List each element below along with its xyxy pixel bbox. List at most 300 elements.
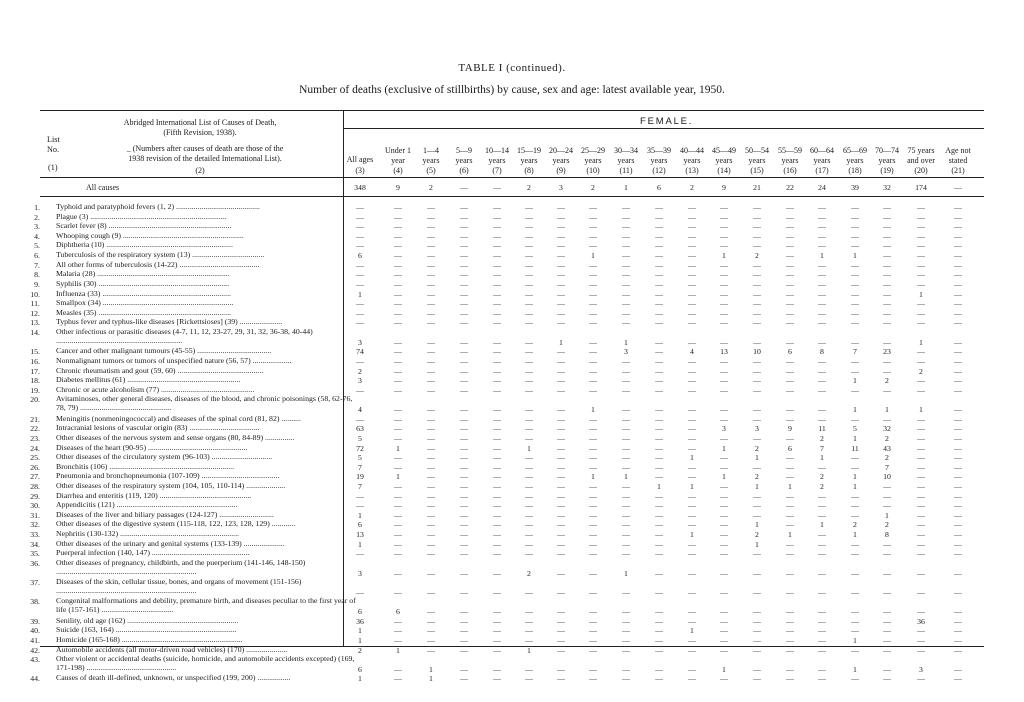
row-value: — (917, 674, 925, 684)
row-value: — (883, 501, 891, 511)
row-value: — (720, 491, 728, 501)
row-value: — (493, 481, 501, 491)
row-number: 10. (30, 289, 40, 299)
row-value: — (493, 260, 501, 270)
row-value: — (460, 222, 468, 232)
row-value: — (753, 337, 761, 347)
row-value: — (356, 549, 364, 559)
row-value: — (818, 616, 826, 626)
row-value: — (622, 616, 630, 626)
row-value: — (394, 405, 402, 415)
row-value: — (655, 414, 663, 424)
row-value: — (688, 587, 696, 597)
row-value: — (557, 376, 565, 386)
row-value: — (818, 356, 826, 366)
row-value: — (589, 279, 597, 289)
row-value: 2 (755, 251, 759, 261)
row-value: — (525, 289, 533, 299)
row-number: 35. (30, 549, 40, 559)
row-value: 7 (358, 462, 362, 472)
row-value: 72 (356, 443, 364, 453)
row-value: — (557, 645, 565, 655)
row-value: — (557, 626, 565, 636)
row-number: 14. (30, 328, 40, 338)
column-header-15: 50—54 years (745, 146, 769, 165)
row-value: — (786, 539, 794, 549)
row-value: — (655, 270, 663, 280)
row-value: — (493, 568, 501, 578)
row-value: — (622, 491, 630, 501)
row-value: — (622, 462, 630, 472)
row-value: — (493, 472, 501, 482)
row-value: — (493, 414, 501, 424)
row-value: — (493, 356, 501, 366)
row-value: — (688, 289, 696, 299)
row-value: — (493, 308, 501, 318)
row-value: — (720, 635, 728, 645)
row-value: — (753, 203, 761, 212)
row-value: — (589, 231, 597, 241)
row-value: 1 (358, 635, 362, 645)
row-value: — (655, 510, 663, 520)
column-index-12: (12) (652, 166, 666, 175)
row-value: — (688, 260, 696, 270)
row-value: — (851, 260, 859, 270)
row-value: — (753, 356, 761, 366)
row-value: — (655, 664, 663, 674)
row-value: — (460, 607, 468, 617)
row-value: 1 (690, 481, 694, 491)
row-cause-label: All other forms of tuberculosis (14-22) ......................................... (56, 260, 260, 269)
header-bottom-rule (40, 177, 984, 178)
row-value: 9 (788, 424, 792, 434)
row-value: — (753, 376, 761, 386)
row-value: — (851, 549, 859, 559)
row-value: — (622, 241, 630, 251)
row-value: — (589, 270, 597, 280)
row-value: 1 (853, 481, 857, 491)
row-value: — (427, 405, 435, 415)
row-value: 2 (820, 481, 824, 491)
row-value: — (493, 607, 501, 617)
row-value: — (622, 289, 630, 299)
row-value: — (394, 635, 402, 645)
row-value: — (427, 279, 435, 289)
row-value: 1 (358, 674, 362, 684)
row-value: — (589, 491, 597, 501)
row-value: — (655, 530, 663, 540)
row-value: — (622, 443, 630, 453)
column-header-18: 65—69 years (843, 146, 867, 165)
row-value: — (525, 530, 533, 540)
row-value: — (753, 222, 761, 232)
row-value: — (917, 568, 925, 578)
row-value: — (525, 462, 533, 472)
row-value: — (493, 212, 501, 222)
row-value: — (493, 385, 501, 395)
row-value: — (818, 241, 826, 251)
row-number: 19. (30, 385, 40, 395)
row-value: — (954, 462, 962, 472)
list-no-header: List No. (47, 135, 60, 154)
row-number: 42. (30, 645, 40, 655)
row-cause-label: Causes of death ill-defined, unknown, or unspecified (199, 200) ................. (56, 674, 291, 683)
row-value: — (655, 231, 663, 241)
row-cause-label: Diseases of the liver and biliary passages (124-127) ............................ (56, 510, 274, 519)
all-causes-value: — (954, 183, 962, 192)
column-index-17: (17) (815, 166, 829, 175)
row-cause-label: Pneumonia and bronchopneumonia (107-109) ........................................ (56, 472, 280, 481)
row-value: — (427, 616, 435, 626)
row-value: — (557, 231, 565, 241)
row-value: 13 (720, 347, 728, 357)
row-value: — (786, 587, 794, 597)
row-value: 11 (818, 424, 826, 434)
row-value: — (427, 568, 435, 578)
row-value: — (460, 203, 468, 212)
row-value: — (622, 530, 630, 540)
row-value: — (818, 587, 826, 597)
row-value: — (589, 510, 597, 520)
row-value: — (394, 318, 402, 328)
row-value: — (917, 241, 925, 251)
row-value: — (493, 635, 501, 645)
row-value: — (655, 491, 663, 501)
row-value: — (786, 645, 794, 655)
row-value: — (688, 607, 696, 617)
top-rule (40, 110, 984, 111)
row-value: — (589, 299, 597, 309)
row-value: — (525, 251, 533, 261)
row-value: — (883, 414, 891, 424)
row-value: — (688, 501, 696, 511)
row-value: — (818, 337, 826, 347)
row-value: — (622, 587, 630, 597)
row-value: — (493, 376, 501, 386)
column-index-7: (7) (492, 166, 502, 175)
row-cause-label: Diarrhea and enteritis (119, 120) ............................................... (56, 491, 252, 500)
row-value: — (688, 549, 696, 559)
row-cause-label: Other diseases of the respiratory system (104, 105, 110-114) .................... (56, 481, 286, 490)
row-value: — (954, 510, 962, 520)
all-causes-value: 39 (851, 183, 859, 192)
row-value: — (720, 674, 728, 684)
column-index-6: (6) (459, 166, 469, 175)
row-value: — (589, 347, 597, 357)
row-value: — (394, 337, 402, 347)
row-value: — (786, 241, 794, 251)
row-value: — (525, 270, 533, 280)
row-value: — (786, 366, 794, 376)
row-value: — (394, 212, 402, 222)
row-value: — (818, 385, 826, 395)
row-value: — (493, 549, 501, 559)
row-value: — (427, 270, 435, 280)
row-value: — (589, 337, 597, 347)
row-value: — (493, 501, 501, 511)
row-value: — (954, 635, 962, 645)
row-value: — (883, 645, 891, 655)
row-value: 2 (527, 568, 531, 578)
row-value: — (688, 568, 696, 578)
row-value: — (525, 366, 533, 376)
row-value: — (655, 635, 663, 645)
row-value: — (688, 366, 696, 376)
row-value: — (655, 308, 663, 318)
row-value: — (394, 222, 402, 232)
row-value: — (460, 231, 468, 241)
row-value: — (786, 356, 794, 366)
row-value: — (460, 347, 468, 357)
row-value: — (883, 203, 891, 212)
row-value: — (589, 385, 597, 395)
row-value: — (786, 385, 794, 395)
row-value: — (557, 462, 565, 472)
row-value: — (525, 260, 533, 270)
row-value: — (786, 568, 794, 578)
row-value: 6 (358, 607, 362, 617)
row-value: — (493, 222, 501, 232)
row-value: — (622, 356, 630, 366)
row-value: — (753, 462, 761, 472)
row-value: — (786, 616, 794, 626)
row-value: 36 (356, 616, 364, 626)
row-value: — (356, 203, 364, 212)
row-value: 7 (885, 462, 889, 472)
row-value: 2 (885, 520, 889, 530)
row-value: — (851, 645, 859, 655)
row-value: — (460, 520, 468, 530)
row-value: — (525, 203, 533, 212)
row-value: — (427, 530, 435, 540)
row-value: — (356, 212, 364, 222)
row-value: — (655, 279, 663, 289)
row-value: — (753, 501, 761, 511)
row-value: — (720, 289, 728, 299)
row-number: 32. (30, 520, 40, 530)
row-value: 1 (358, 289, 362, 299)
row-value: — (427, 462, 435, 472)
row-value: — (525, 376, 533, 386)
row-value: 43 (883, 443, 891, 453)
row-value: — (525, 337, 533, 347)
row-value: — (954, 203, 962, 212)
row-value: — (427, 376, 435, 386)
row-value: — (851, 568, 859, 578)
row-value: — (427, 318, 435, 328)
row-value: — (622, 539, 630, 549)
row-value: — (525, 308, 533, 318)
row-value: — (460, 424, 468, 434)
row-cause-label: Suicide (163, 164) .............................................................. (56, 626, 237, 635)
all-causes-value: 348 (354, 183, 366, 192)
row-value: — (786, 414, 794, 424)
row-value: — (356, 385, 364, 395)
row-value: — (394, 510, 402, 520)
row-value: — (753, 241, 761, 251)
row-value: — (460, 491, 468, 501)
row-value: 5 (358, 453, 362, 463)
row-value: — (427, 385, 435, 395)
row-value: — (720, 549, 728, 559)
row-value: — (394, 664, 402, 674)
row-cause-label: Other violent or accidental deaths (suicide, homicide, and automobile accidents excepted) (169, 171-198) .............................................. (56, 655, 355, 672)
row-value: 1 (358, 510, 362, 520)
row-value: — (356, 270, 364, 280)
row-value: — (427, 491, 435, 501)
row-value: — (460, 626, 468, 636)
row-value: — (655, 607, 663, 617)
column-header-10: 25—29 years (581, 146, 605, 165)
row-value: — (818, 568, 826, 578)
row-value: — (917, 607, 925, 617)
all-causes-value: 1 (624, 183, 628, 192)
row-cause-label: Other diseases of the digestive system (115-118, 122, 123, 128, 129) ............ (56, 520, 296, 529)
row-number: 8. (34, 270, 40, 280)
row-value: — (655, 299, 663, 309)
row-value: — (622, 203, 630, 212)
row-cause-label: Intracranial lesions of vascular origin (83) .................................... (56, 424, 260, 433)
row-value: — (917, 203, 925, 212)
row-number: 21. (30, 414, 40, 424)
row-value: — (954, 366, 962, 376)
column-header-9: 20—24 years (549, 146, 573, 165)
row-value: — (356, 501, 364, 511)
row-value: — (883, 674, 891, 684)
row-value: — (557, 251, 565, 261)
row-value: — (851, 212, 859, 222)
row-value: — (427, 587, 435, 597)
row-value: — (525, 587, 533, 597)
row-value: — (818, 414, 826, 424)
row-value: — (851, 279, 859, 289)
row-value: — (460, 549, 468, 559)
column-index-11: (11) (619, 166, 633, 175)
row-value: — (525, 385, 533, 395)
row-value: — (394, 385, 402, 395)
all-causes-value: 24 (818, 183, 826, 192)
row-cause-label: Senility, old age (162) ......................................................... (56, 616, 239, 625)
row-value: — (427, 626, 435, 636)
row-value: 1 (885, 510, 889, 520)
row-value: 1 (591, 472, 595, 482)
row-value: 2 (853, 520, 857, 530)
row-value: — (493, 530, 501, 540)
row-value: — (394, 616, 402, 626)
row-value: — (851, 539, 859, 549)
row-value: — (753, 510, 761, 520)
row-value: — (655, 251, 663, 261)
row-number: 27. (30, 472, 40, 482)
row-value: — (493, 318, 501, 328)
row-value: — (525, 472, 533, 482)
row-value: — (622, 501, 630, 511)
row-value: — (394, 530, 402, 540)
row-value: — (427, 347, 435, 357)
row-value: — (460, 616, 468, 626)
row-value: — (460, 337, 468, 347)
row-value: — (460, 356, 468, 366)
row-value: — (622, 270, 630, 280)
row-value: — (786, 607, 794, 617)
row-value: — (818, 607, 826, 617)
row-value: — (557, 530, 565, 540)
row-value: — (394, 279, 402, 289)
row-value: 1 (527, 443, 531, 453)
row-value: — (655, 260, 663, 270)
row-cause-label: Whooping cough (9) .............................................................. (56, 231, 244, 240)
row-cause-label: Chronic or acute alcoholism (77) ................................................ (56, 385, 255, 394)
row-value: — (786, 308, 794, 318)
row-value: — (427, 308, 435, 318)
row-value: — (655, 337, 663, 347)
row-value: — (394, 414, 402, 424)
row-value: — (356, 587, 364, 597)
row-value: — (688, 385, 696, 395)
row-value: — (525, 481, 533, 491)
row-value: — (557, 607, 565, 617)
row-value: 1 (755, 453, 759, 463)
row-value: — (954, 270, 962, 280)
row-value: — (818, 530, 826, 540)
column-header-12: 35—39 years (647, 146, 671, 165)
row-value: — (493, 616, 501, 626)
row-value: 4 (690, 347, 694, 357)
row-value: 1 (853, 405, 857, 415)
row-value: 36 (917, 616, 925, 626)
row-value: — (786, 289, 794, 299)
row-value: — (917, 635, 925, 645)
row-value: 1 (755, 520, 759, 530)
row-value: — (427, 645, 435, 655)
table-subtitle: Number of deaths (exclusive of stillbirths) by cause, sex and age: latest available year, 1950. (299, 84, 725, 96)
row-value: 1 (527, 645, 531, 655)
row-value: — (753, 231, 761, 241)
row-value: 1 (722, 472, 726, 482)
row-value: — (557, 453, 565, 463)
row-value: — (954, 385, 962, 395)
row-value: — (688, 433, 696, 443)
row-value: — (954, 501, 962, 511)
column-index-3: (3) (355, 166, 365, 175)
row-value: — (427, 443, 435, 453)
row-value: 10 (753, 347, 761, 357)
row-value: — (460, 318, 468, 328)
row-value: — (753, 260, 761, 270)
row-value: — (394, 549, 402, 559)
row-value: — (655, 626, 663, 636)
row-value: — (589, 308, 597, 318)
row-value: — (917, 443, 925, 453)
row-value: — (460, 241, 468, 251)
row-value: — (622, 251, 630, 261)
row-value: 32 (883, 424, 891, 434)
row-value: 1 (559, 337, 563, 347)
row-value: — (525, 279, 533, 289)
row-value: — (493, 674, 501, 684)
row-value: — (688, 318, 696, 328)
row-value: — (720, 510, 728, 520)
row-value: 1 (853, 433, 857, 443)
row-value: — (688, 299, 696, 309)
row-number: 18. (30, 376, 40, 386)
row-value: — (917, 510, 925, 520)
row-value: — (954, 616, 962, 626)
row-value: — (525, 433, 533, 443)
column-index-20: (20) (914, 166, 928, 175)
row-value: — (818, 674, 826, 684)
row-value: — (655, 385, 663, 395)
